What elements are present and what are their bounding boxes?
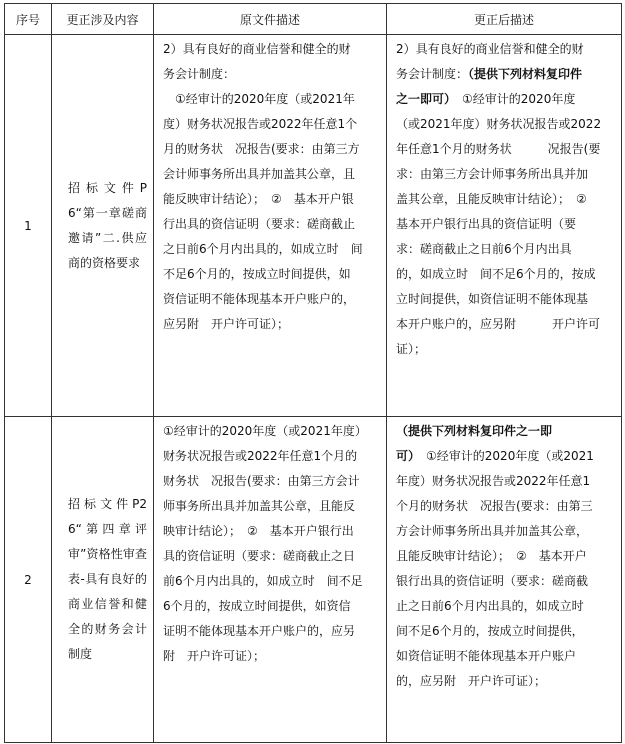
text-line (396, 419, 617, 444)
text-line: 2）具有良好的商业信誉和健全的财 (163, 42, 351, 56)
text-line: 师事务所出具并加盖其公章，且能反 (163, 499, 356, 513)
row-topic: 招标文件P6“第一章磋商邀请”二.供应商的资格要求 (52, 35, 154, 417)
text-line: ①经审计的2020年度（或2021年 (175, 92, 355, 106)
header-revised: 更正后描述 (387, 4, 622, 35)
text-line: 前6个月内出具的，如成立时 间不足 (163, 574, 363, 588)
bold-emphasis: （提供下列材料复印件 (468, 67, 583, 81)
text-line: （或2021年度）财务状况报告或2022 (396, 117, 602, 131)
text-line: 间不足6个月的，按成立时间提供， (396, 624, 584, 638)
text-line: 月的财务状 况报告(要求：由第三方 (163, 142, 360, 156)
table-header-row (5, 4, 622, 35)
table-row (5, 417, 622, 743)
text-line: 应另附 开户许可证）； (163, 317, 290, 331)
table-row (5, 35, 622, 417)
text-line (396, 444, 617, 469)
text-line: 2）具有良好的商业信誉和健全的财 (396, 42, 584, 56)
text-segment: ①经审计的2020年度（或2021 (426, 449, 594, 463)
text-line: 财务状况报告或2022年任意1个月的 (163, 449, 358, 463)
text-segment: 务会计制度： (396, 67, 469, 81)
text-line: 年度）财务状况报告或2022年任意1 (396, 474, 591, 488)
text-line (396, 87, 617, 112)
text-line: 盖其公章，且能反映审计结论）； ② (396, 192, 587, 206)
text-line: 务会计制度： (163, 67, 236, 81)
bold-emphasis: 可） (396, 449, 415, 463)
text-line: 度）财务状况报告或2022年任意1个 (163, 117, 358, 131)
row-topic: 招标文件P26“第四章评审”资格性审查表-具有良好的商业信誉和健全的财务会计制度 (52, 417, 154, 743)
text-line: 如资信证明不能体现基本开户账户 (396, 649, 577, 663)
text-line: 映审计结论）； ② 基本开户银行出 (163, 524, 354, 538)
text-line: 个月的财务状 况报告(要求：由第三 (396, 499, 593, 513)
text-line: 具的资信证明（要求：磋商截止之日 (163, 549, 356, 563)
text-line: 证）； (396, 342, 427, 356)
text-line: 财务状 况报告(要求：由第三方会计 (163, 474, 360, 488)
header-index: 序号 (5, 4, 52, 35)
text-line: 且能反映审计结论）； ② 基本开户 (396, 549, 587, 563)
text-line: ①经审计的2020年度（或2021年度） (163, 424, 367, 438)
text-line: 资信证明不能体现基本开户账户的， (163, 292, 356, 306)
text-line: 证明不能体现基本开户账户的，应另 (163, 624, 356, 638)
text-line: 能反映审计结论）； ② 基本开户银 (163, 192, 354, 206)
text-line: 求：磋商截止之日前6个月内出具 (396, 242, 572, 256)
row-index: 2 (5, 417, 52, 743)
text-line: 附 开户许可证）； (163, 649, 266, 663)
text-line: 方会计师事务所出具并加盖其公章， (396, 524, 589, 538)
text-segment: ①经审计的2020年度 (462, 92, 576, 106)
text-line: 会计师事务所出具并加盖其公章，且 (163, 167, 356, 181)
text-line: 立时间提供，如资信证明不能体现基 (396, 292, 589, 306)
header-original: 原文件描述 (154, 4, 387, 35)
text-line: 基本开户银行出具的资信证明（要 (396, 217, 577, 231)
revised-description (387, 35, 622, 417)
text-line: 不足6个月的，按成立时间提供，如 (163, 267, 351, 281)
text-line: 的，如成立时 间不足6个月的，按成 (396, 267, 596, 281)
row-index: 1 (5, 35, 52, 417)
header-topic: 更正涉及内容 (52, 4, 154, 35)
original-description (154, 35, 387, 417)
correction-table (4, 3, 622, 743)
text-line (396, 62, 617, 87)
text-line: 6个月的，按成立时间提供，如资信 (163, 599, 351, 613)
bold-emphasis: 之一即可） (396, 92, 451, 106)
text-line: 年任意1个月的财务状 况报告(要 (396, 142, 601, 156)
text-line: 本开户账户的，应另附 开户许可 (396, 317, 601, 331)
text-line: 银行出具的资信证明（要求：磋商截 (396, 574, 589, 588)
text-line: 之日前6个月内出具的，如成立时 间 (163, 242, 363, 256)
text-line: 的，应另附 开户许可证）； (396, 674, 547, 688)
original-description (154, 417, 387, 743)
text-line: 求：由第三方会计师事务所出具并加 (396, 167, 589, 181)
revised-description (387, 417, 622, 743)
bold-emphasis: （提供下列材料复印件之一即 (396, 424, 553, 438)
text-line: 行出具的资信证明（要求：磋商截止 (163, 217, 356, 231)
text-line: 止之日前6个月内出具的，如成立时 (396, 599, 584, 613)
